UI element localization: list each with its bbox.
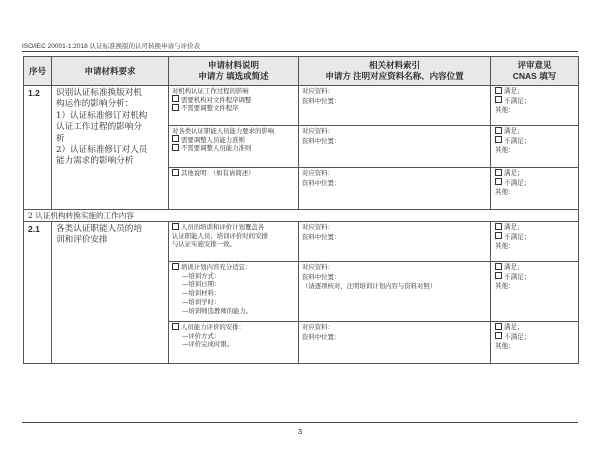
checkbox[interactable]: [495, 332, 502, 339]
checkbox[interactable]: [172, 135, 179, 142]
description-cell: 对各类认证职能人员能力要求的影响 需要调整人员能力准则 不需要调整人员能力准则: [169, 126, 299, 168]
row-number: 1.2: [24, 86, 52, 210]
reference-cell: 对应资料： 资料中位置：: [299, 322, 491, 364]
description-cell: 人员能力评价的安排： —评价方式： —评价完成时限。: [169, 322, 299, 364]
col-header-number: 序号: [24, 57, 52, 86]
table-row: [24, 86, 579, 126]
reference-cell: 对应资料： 资料中位置：: [299, 222, 491, 262]
table-row: [24, 222, 579, 262]
reference-cell: 对应资料： 资料中位置：: [299, 86, 491, 126]
checkbox[interactable]: [172, 95, 179, 102]
table-header-row: [24, 57, 579, 86]
reference-cell: 对应资料： 资料中位置： （请逐项核对，注明培训计划内容与资料对照）: [299, 262, 491, 322]
review-cell: 满足； 不满足； 其他：: [491, 126, 579, 168]
description-cell: 培训计划内容充分适宜： —培训方式： —培训日期： —培训材料： —培训学时： —培训师选教师的能力。: [169, 262, 299, 322]
description-cell: 人员的培训和评价计划覆盖各 认证职能人员；培训评价时间安排 与认证实施安排一致。: [169, 222, 299, 262]
document-header: ISO/IEC 20001-1:2018 认证标准换版的认可转换申请与评价表: [22, 43, 201, 50]
review-cell: 满足； 不满足； 其他：: [491, 322, 579, 364]
description-cell: 其他说明：（如有请简述）: [169, 168, 299, 210]
checkbox[interactable]: [495, 96, 502, 103]
checkbox[interactable]: [495, 169, 502, 176]
row-number: 2.1: [24, 222, 52, 364]
review-cell: 满足； 不满足； 其他：: [491, 168, 579, 210]
review-cell: 满足； 不满足； 其他：: [491, 222, 579, 262]
checkbox[interactable]: [495, 87, 502, 94]
footer-rule: [22, 422, 578, 423]
col-header-requirement: 申请材料要求: [52, 57, 169, 86]
checkbox[interactable]: [172, 144, 179, 151]
checkbox[interactable]: [172, 223, 179, 230]
page-number: 3: [297, 427, 303, 436]
checkbox[interactable]: [495, 178, 502, 185]
col-header-review: 评审意见 CNAS 填写: [491, 57, 579, 86]
checkbox[interactable]: [495, 223, 502, 230]
checkbox[interactable]: [495, 136, 502, 143]
checkbox[interactable]: [172, 263, 179, 270]
checkbox[interactable]: [495, 232, 502, 239]
section-row: [24, 210, 579, 222]
reference-cell: 对应资料： 资料中位置：: [299, 168, 491, 210]
checkbox[interactable]: [172, 323, 179, 330]
requirement-text: 识别认证标准换版对机 构运作的影响分析： 1）认证标准修订对机构 认证工作过程的影响分 析 2）认证标准修订对人员 能力需求的影响分析: [52, 86, 169, 210]
evaluation-table: [23, 56, 579, 364]
reference-cell: 对应资料： 资料中位置：: [299, 126, 491, 168]
section-title: 2 认证机构转换实施的工作内容: [24, 210, 579, 222]
requirement-text: 各类认证职能人员的培 训和评价安排: [52, 222, 169, 364]
checkbox[interactable]: [495, 323, 502, 330]
col-header-description: 申请材料说明 申请方 填选或简述: [169, 57, 299, 86]
checkbox[interactable]: [495, 263, 502, 270]
col-header-reference: 相关材料索引 申请方 注明对应资料名称、内容位置: [299, 57, 491, 86]
checkbox[interactable]: [172, 169, 179, 176]
review-cell: 满足； 不满足； 其他：: [491, 262, 579, 322]
header-rule: [22, 51, 578, 52]
checkbox[interactable]: [495, 127, 502, 134]
checkbox[interactable]: [495, 272, 502, 279]
description-cell: 对机构认证工作过程的影响 需要机构对文件程序调整 不需要调整文件程序: [169, 86, 299, 126]
checkbox[interactable]: [172, 104, 179, 111]
review-cell: 满足； 不满足； 其他：: [491, 86, 579, 126]
